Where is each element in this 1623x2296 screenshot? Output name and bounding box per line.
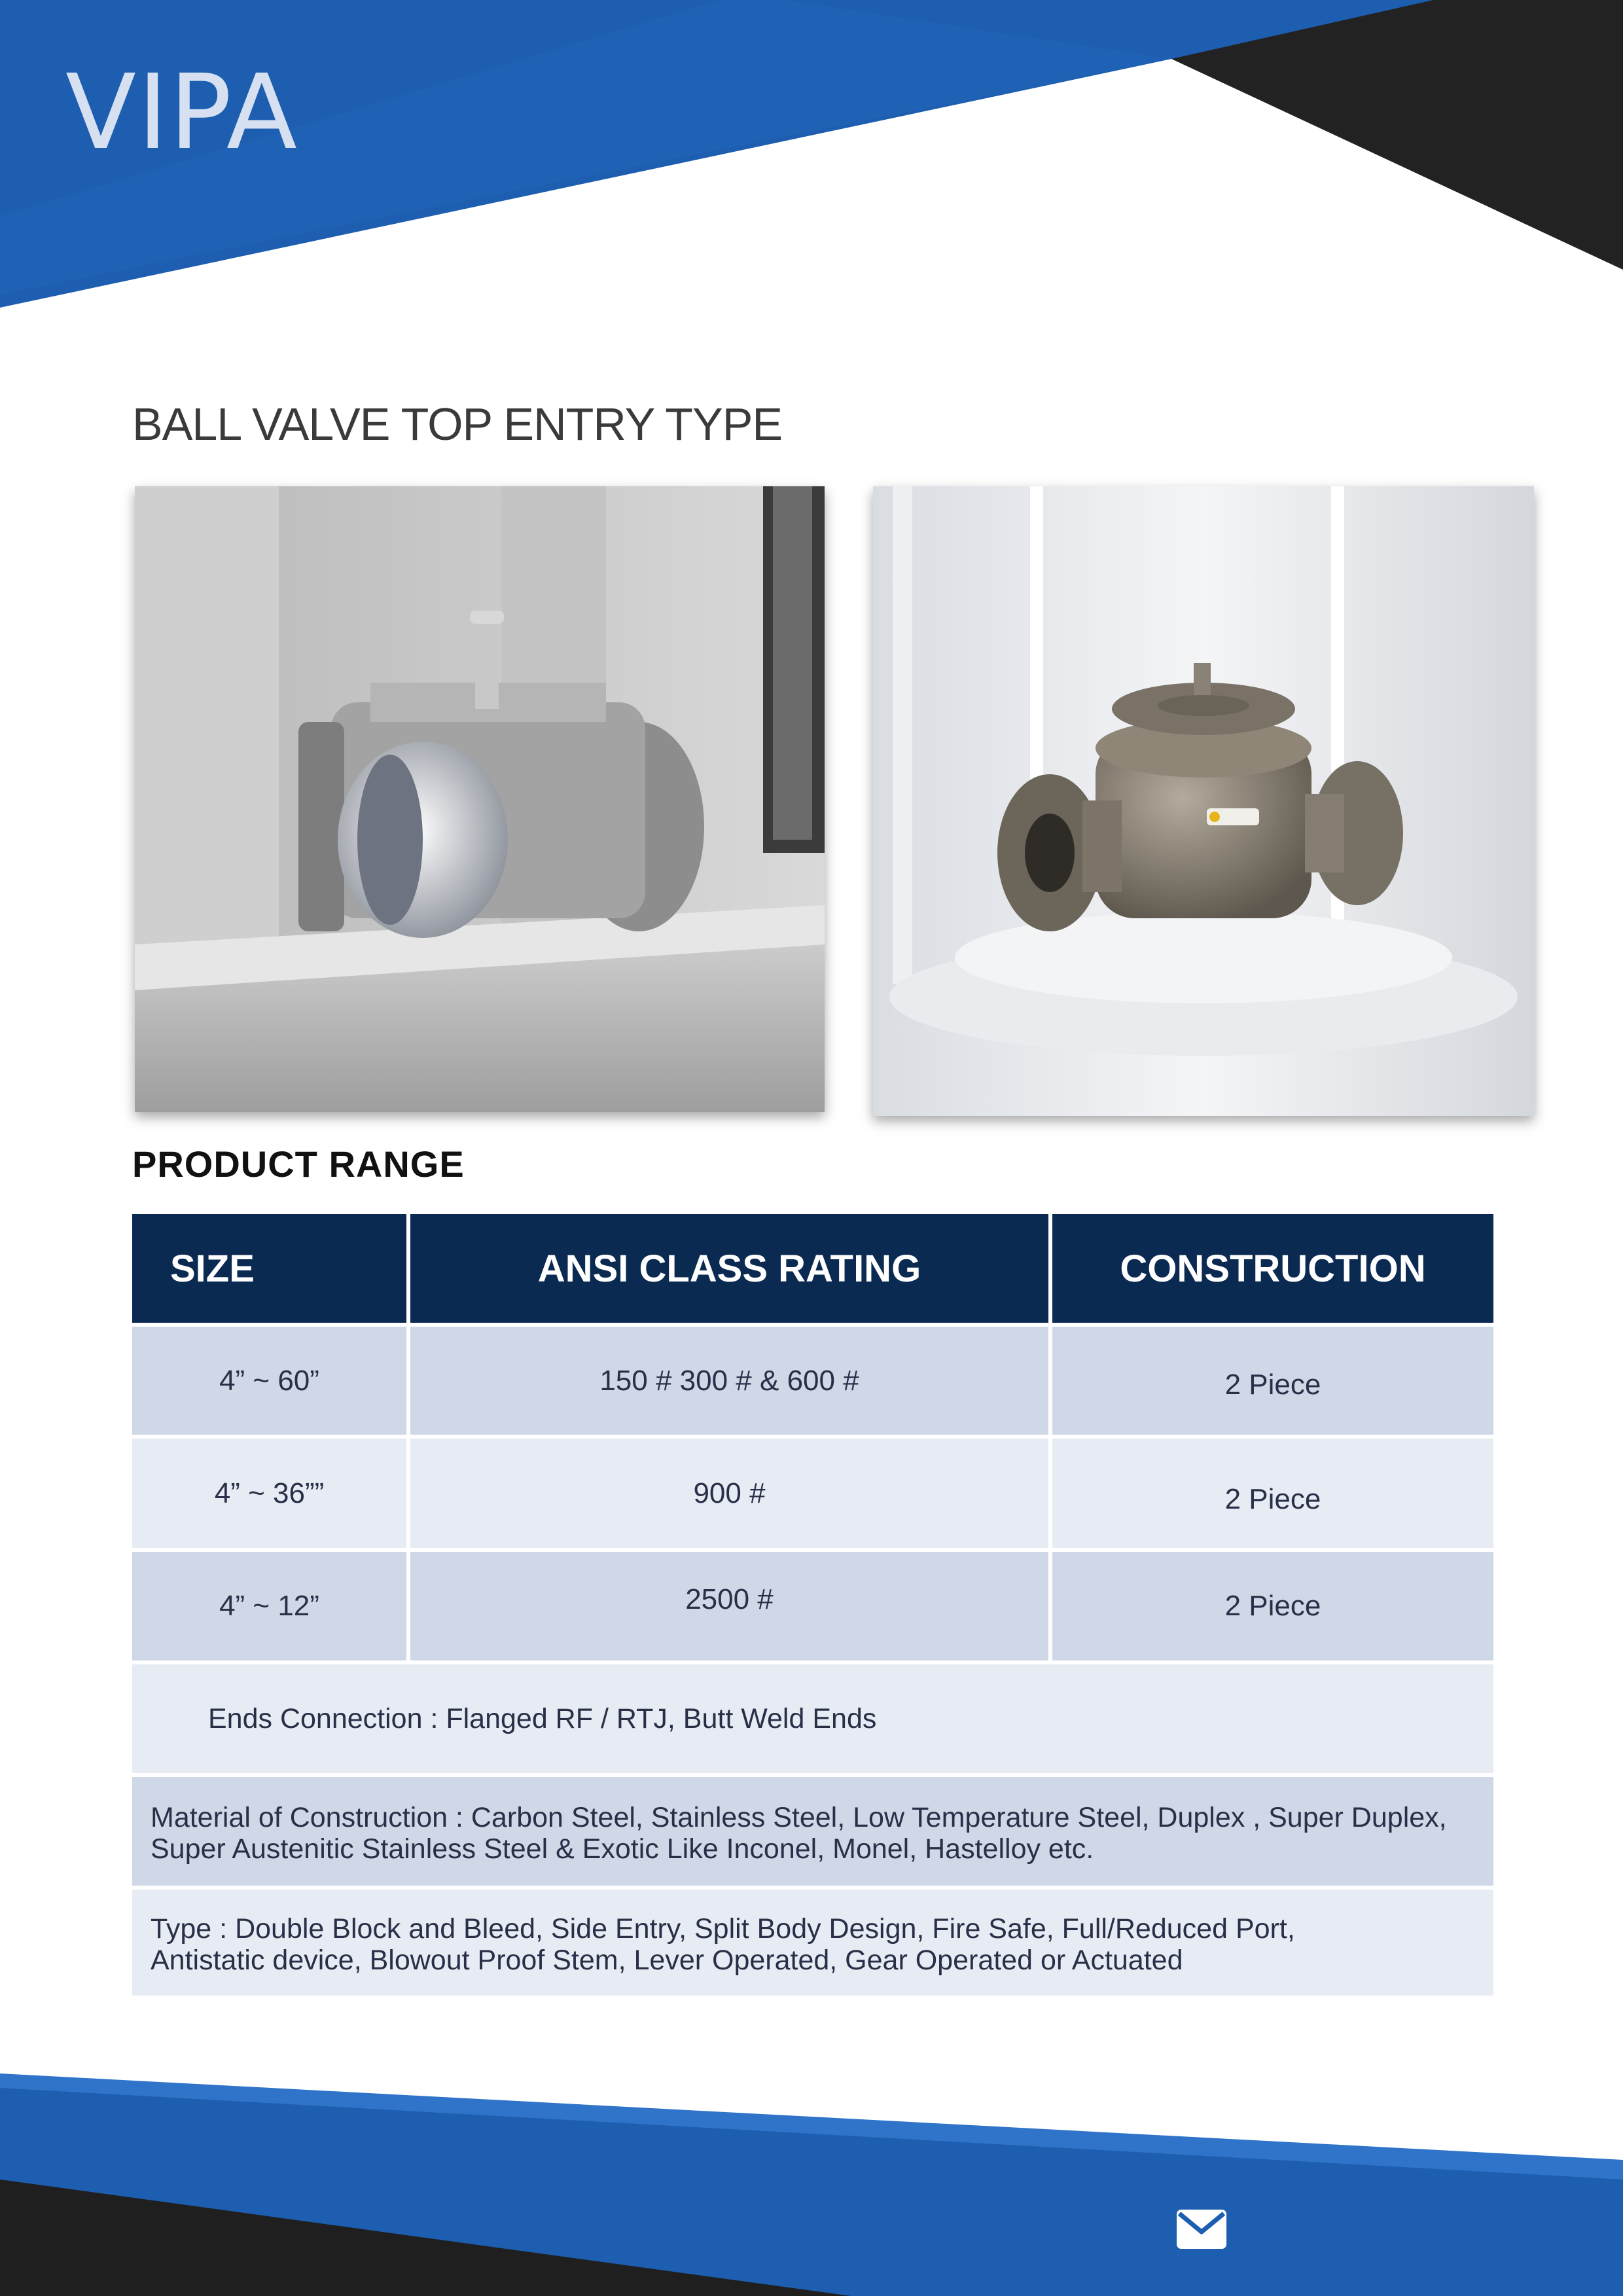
size-cell: 4” ~ 12”: [132, 1552, 406, 1660]
product-range-title: PRODUCT RANGE: [132, 1143, 465, 1185]
brand-logo-text: VIPA: [65, 52, 298, 173]
ends-connection-row: [132, 1664, 1493, 1773]
rating-cell: 2500 #: [410, 1552, 1048, 1660]
material-text-line-1: Material of Construction : Carbon Steel, Stainless Steel, Low Temperature Steel, Duplex , Super Duplex,: [151, 1802, 1447, 1833]
construction-cell: 2 Piece: [1052, 1439, 1493, 1548]
table-header-row: [132, 1214, 1493, 1323]
size-cell: 4” ~ 60”: [132, 1327, 406, 1435]
envelope-icon[interactable]: [1177, 2210, 1226, 2249]
page-title: BALL VALVE TOP ENTRY TYPE: [132, 399, 783, 450]
column-header-construction: CONSTRUCTION: [1052, 1214, 1493, 1323]
table-row: [132, 1327, 1493, 1435]
assembled-valve-photo: [873, 486, 1534, 1116]
construction-cell: 2 Piece: [1052, 1327, 1493, 1435]
construction-cell: 2 Piece: [1052, 1552, 1493, 1660]
type-text-line-2: Antistatic device, Blowout Proof Stem, Lever Operated, Gear Operated or Actuated: [151, 1945, 1183, 1976]
ends-connection-text: Ends Connection : Flanged RF / RTJ, Butt Weld Ends: [208, 1703, 877, 1734]
rating-cell: 150 # 300 # & 600 #: [410, 1327, 1048, 1435]
material-text-line-2: Super Austenitic Stainless Steel & Exotic Like Inconel, Monel, Hastelloy etc.: [151, 1833, 1094, 1865]
table-row: [132, 1439, 1493, 1548]
column-header-ansi-class-rating: ANSI CLASS RATING: [410, 1214, 1048, 1323]
material-row: [132, 1777, 1493, 1886]
size-cell: 4” ~ 36””: [132, 1439, 406, 1548]
type-row: [132, 1890, 1493, 1996]
table-row: [132, 1552, 1493, 1660]
cutaway-valve-photo: [135, 486, 825, 1112]
rating-cell: 900 #: [410, 1439, 1048, 1548]
column-header-size: SIZE: [132, 1214, 406, 1323]
type-text-line-1: Type : Double Block and Bleed, Side Entry, Split Body Design, Fire Safe, Full/Reduced Port,: [151, 1913, 1295, 1945]
